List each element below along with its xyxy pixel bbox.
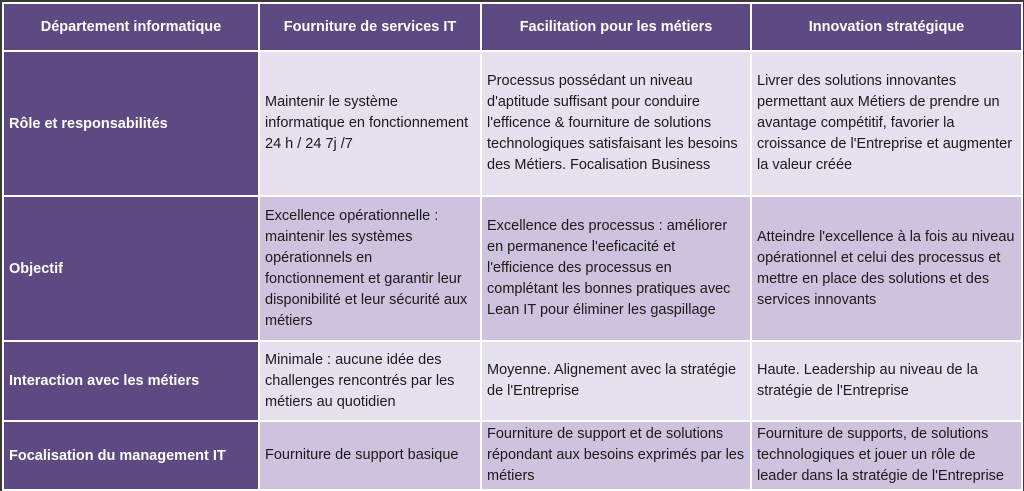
table-header-row — [3, 3, 1022, 51]
table-cell: Minimale : aucune idée des challenges rencontrés par les métiers au quotidien — [259, 341, 481, 421]
it-department-comparison-table — [2, 2, 1023, 491]
table-row — [3, 341, 1022, 421]
row-label-focalisation: Focalisation du management IT — [3, 421, 259, 490]
header-facilitation-metiers: Facilitation pour les métiers — [481, 3, 751, 51]
header-departement: Département informatique — [3, 3, 259, 51]
comparison-table-frame — [2, 2, 1021, 487]
table-cell: Moyenne. Alignement avec la stratégie de l'Entreprise — [481, 341, 751, 421]
table-cell: Fourniture de support et de solutions répondant aux besoins exprimés par les métiers — [481, 421, 751, 490]
header-fourniture-services: Fourniture de services IT — [259, 3, 481, 51]
table-cell: Maintenir le système informatique en fonctionnement 24 h / 24 7j /7 — [259, 51, 481, 196]
table-row — [3, 421, 1022, 490]
table-cell: Livrer des solutions innovantes permettant aux Métiers de prendre un avantage compétitif, favorier la croissance de l'Entreprise et augmenter la valeur créée — [751, 51, 1022, 196]
header-innovation-strategique: Innovation stratégique — [751, 3, 1022, 51]
table-cell: Processus possédant un niveau d'aptitude suffisant pour conduire l'efficence & fourniture de solutions technologiques satisfaisant les besoins des Métiers. Focalisation Business — [481, 51, 751, 196]
row-label-objectif: Objectif — [3, 196, 259, 341]
table-cell: Fourniture de supports, de solutions technologiques et jouer un rôle de leader dans la stratégie de l'Entreprise — [751, 421, 1022, 490]
table-cell: Excellence des processus : améliorer en permanence l'eeficacité et l'efficience des processus en complétant les bonnes pratiques avec Lean IT pour éliminer les gaspillage — [481, 196, 751, 341]
table-cell: Atteindre l'excellence à la fois au niveau opérationnel et celui des processus et mettre en place des solutions et des services innovants — [751, 196, 1022, 341]
table-cell: Fourniture de support basique — [259, 421, 481, 490]
table-row — [3, 196, 1022, 341]
row-label-role: Rôle et responsabilités — [3, 51, 259, 196]
table-cell: Excellence opérationnelle : maintenir les systèmes opérationnels en fonctionnement et garantir leur disponibilité et leur sécurité aux métiers — [259, 196, 481, 341]
table-row — [3, 51, 1022, 196]
row-label-interaction: Interaction avec les métiers — [3, 341, 259, 421]
table-cell: Haute. Leadership au niveau de la stratégie de l'Entreprise — [751, 341, 1022, 421]
